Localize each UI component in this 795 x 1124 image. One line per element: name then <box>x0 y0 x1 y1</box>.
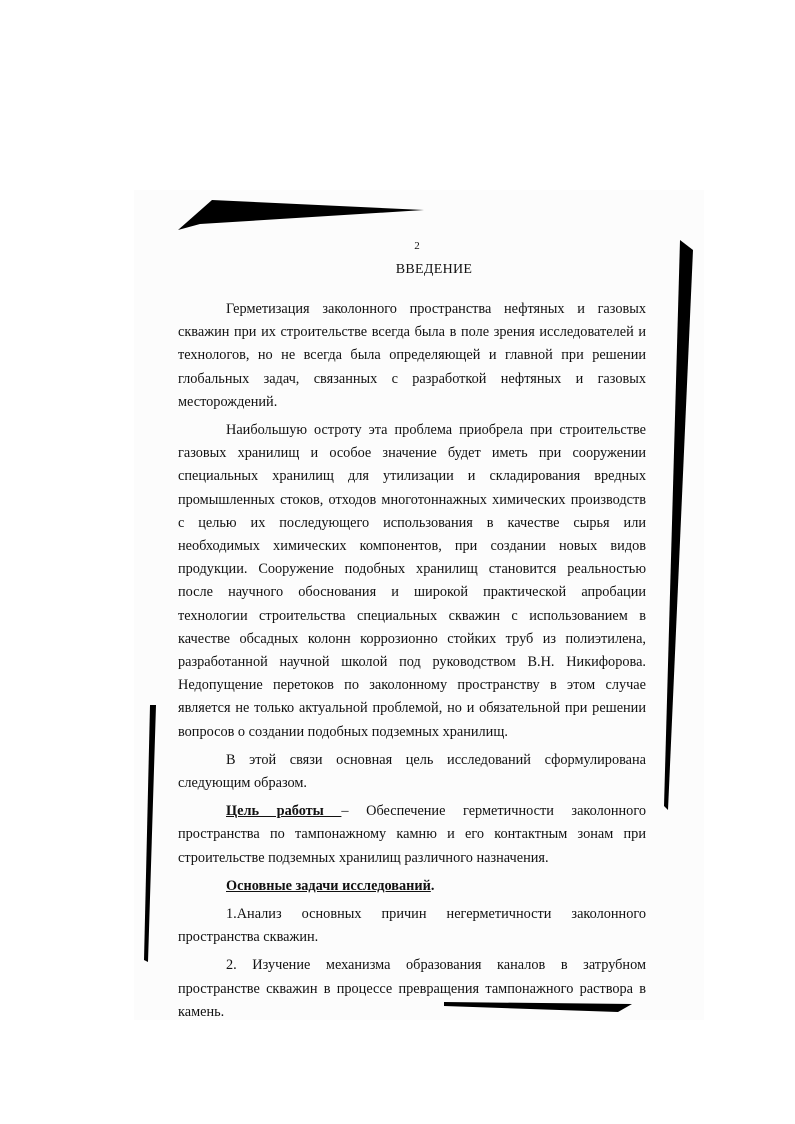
right-edge-shadow <box>664 240 693 810</box>
page-title: ВВЕДЕНИЕ <box>395 262 473 277</box>
tasks-dot: . <box>430 877 435 894</box>
top-left-shadow <box>178 200 424 230</box>
paragraph-task-1: 1.Анализ основных причин негерметичности заколонного пространства скважин. <box>178 906 646 946</box>
tasks-label: Основные задачи исследований <box>226 877 431 894</box>
document-body <box>178 298 646 1029</box>
goal-text: – Обеспечение герметичности заколонного пространства по тампонажному камню и его контактным зонам при строительстве подземных хранилищ различного назначения. <box>178 803 646 866</box>
paragraph-tasks-heading <box>178 875 646 898</box>
paragraph-intro: Герметизация заколонного пространства нефтяных и газовых скважин при их строительстве всегда была в поле зрения исследователей и технологов, но не всегда была определяющей и главной при решении глобальных задач, связанных с разработкой нефтяных и газовых месторождений. <box>178 301 646 410</box>
goal-label: Цель работы <box>226 803 342 820</box>
paragraph-problem: Наибольшую остроту эта проблема приобрела при строительстве газовых хранилищ и особое значение будет иметь при сооружении специальных хранилищ для утилизации и складирования вредных промышленных стоков, отходов многотоннажных химических производств с целью их последующего использования в качестве сырья или необходимых химических компонентов, при создании новых видов продукции. Сооружение подобных хранилищ становится реальностью после научного обоснования и широкой практической апробации технологии строительства специальных скважин с использованием в качестве обсадных колонн коррозионно стойких труб из полиэтилена, разработанной научной школой под руководством В.Н. Никифорова. Недопущение перетоков по заколонному пространству в этом случае является не только актуальной проблемой, но и обязательной при решении вопросов о создании подобных подземных хранилищ. <box>178 422 646 740</box>
page-number: 2 <box>414 240 420 252</box>
paragraph-goal <box>178 800 646 870</box>
paragraph-task-2: 2. Изучение механизма образования каналов в затрубном пространстве скважин в процессе превращения тампонажного раствора в камень. <box>178 957 646 1020</box>
paragraph-goal-intro: В этой связи основная цель исследований сформулирована следующим образом. <box>178 751 646 792</box>
left-edge-shadow <box>144 705 156 962</box>
